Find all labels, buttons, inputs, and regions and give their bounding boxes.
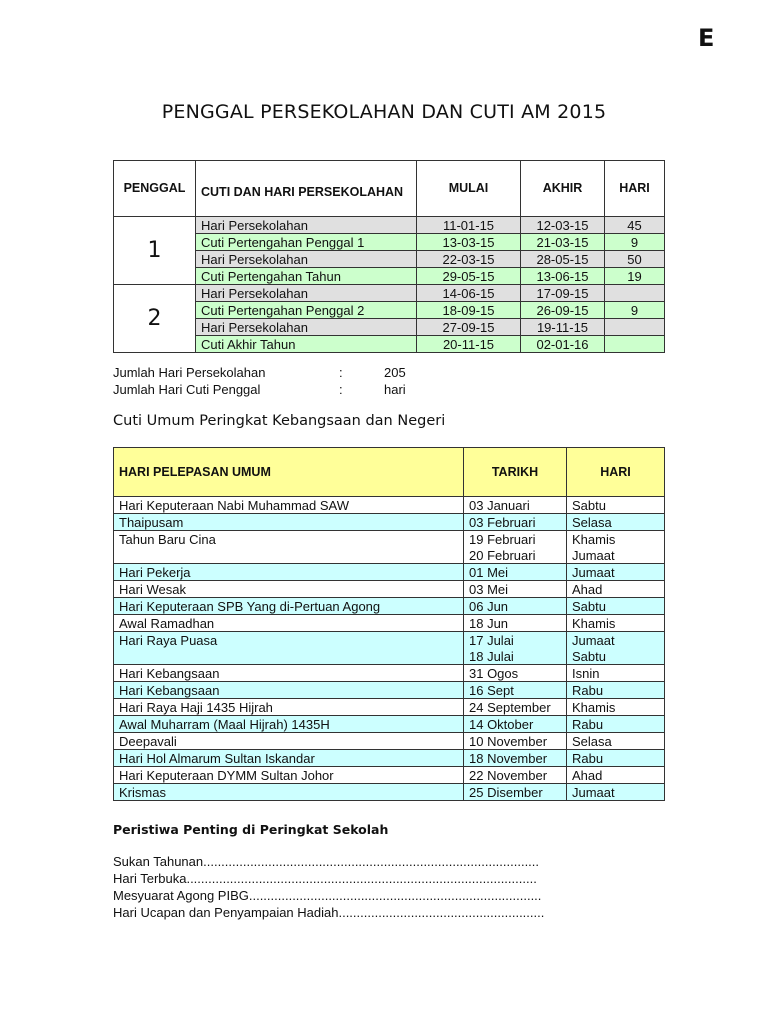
holiday-name: Hari Kebangsaan (114, 682, 464, 699)
term-label: 2 (114, 285, 196, 353)
holiday-name: Awal Muharram (Maal Hijrah) 1435H (114, 716, 464, 733)
row-days (605, 336, 665, 353)
summary-block (113, 364, 406, 398)
row-name: Hari Persekolahan (196, 285, 417, 302)
summary-label: Jumlah Hari Persekolahan (113, 365, 266, 380)
table-row (114, 285, 665, 302)
row-start: 13-03-15 (417, 234, 521, 251)
table-row (114, 564, 665, 581)
holiday-day: Sabtu (567, 598, 665, 615)
holiday-name: Deepavali (114, 733, 464, 750)
event-line: Hari Ucapan dan Penyampaian Hadiah......................................................... (113, 905, 545, 920)
table-row (114, 682, 665, 699)
table-row (114, 234, 665, 251)
row-name: Hari Persekolahan (196, 217, 417, 234)
holiday-day: Sabtu (567, 648, 665, 665)
holiday-date: 03 Januari (464, 497, 567, 514)
holiday-day: Ahad (567, 581, 665, 598)
event-line: Hari Terbuka................................................................................................. (113, 871, 537, 886)
holiday-name: Awal Ramadhan (114, 615, 464, 632)
holiday-day: Jumaat (567, 784, 665, 801)
table-row (114, 598, 665, 615)
summary-label: Jumlah Hari Cuti Penggal (113, 382, 261, 397)
table-row (114, 497, 665, 514)
holiday-day: Rabu (567, 750, 665, 767)
holiday-date: 25 Disember (464, 784, 567, 801)
row-end: 28-05-15 (521, 251, 605, 268)
holiday-day: Khamis (567, 531, 665, 548)
table-row (114, 268, 665, 285)
header-cuti-hari: CUTI DAN HARI PERSEKOLAHAN (196, 161, 417, 217)
holiday-day: Selasa (567, 733, 665, 750)
row-name: Cuti Pertengahan Tahun (196, 268, 417, 285)
holiday-date: 24 September (464, 699, 567, 716)
table-row (114, 750, 665, 767)
row-days: 9 (605, 234, 665, 251)
table-row (114, 665, 665, 682)
holiday-name: Hari Raya Haji 1435 Hijrah (114, 699, 464, 716)
holidays-heading: Cuti Umum Peringkat Kebangsaan dan Negeri (113, 413, 446, 429)
table-row (114, 581, 665, 598)
row-end: 26-09-15 (521, 302, 605, 319)
row-name: Hari Persekolahan (196, 251, 417, 268)
holiday-day: Khamis (567, 699, 665, 716)
row-days: 50 (605, 251, 665, 268)
row-name: Hari Persekolahan (196, 319, 417, 336)
summary-row (113, 381, 343, 398)
row-start: 27-09-15 (417, 319, 521, 336)
table-row (114, 302, 665, 319)
holiday-day: Khamis (567, 615, 665, 632)
header-hari: HARI (605, 161, 665, 217)
events-heading: Peristiwa Penting di Peringkat Sekolah (113, 822, 389, 837)
holiday-day: Jumaat (567, 564, 665, 581)
holiday-date: 01 Mei (464, 564, 567, 581)
term-table (113, 160, 665, 353)
holiday-date: 18 Julai (464, 648, 567, 665)
summary-colon: : (339, 365, 343, 380)
table-row (114, 767, 665, 784)
holiday-day: Jumaat (567, 632, 665, 649)
holiday-date: 17 Julai (464, 632, 567, 649)
holiday-date: 20 Februari (464, 547, 567, 564)
table-row (114, 733, 665, 750)
holiday-date: 10 November (464, 733, 567, 750)
holiday-day: Rabu (567, 682, 665, 699)
row-name: Cuti Pertengahan Penggal 1 (196, 234, 417, 251)
holiday-name: Tahun Baru Cina (114, 531, 464, 548)
holiday-day: Rabu (567, 716, 665, 733)
holiday-day: Isnin (567, 665, 665, 682)
table-row (114, 784, 665, 801)
holiday-date: 16 Sept (464, 682, 567, 699)
holiday-table-body (114, 497, 665, 801)
row-end: 21-03-15 (521, 234, 605, 251)
table-row (114, 716, 665, 733)
holiday-name (114, 648, 464, 665)
summary-colon: : (339, 382, 343, 397)
event-line: Mesyuarat Agong PIBG................................................................................. (113, 888, 542, 903)
holiday-name: Hari Wesak (114, 581, 464, 598)
holiday-day: Ahad (567, 767, 665, 784)
event-line: Sukan Tahunan............................................................................................. (113, 854, 540, 869)
table-row (114, 547, 665, 564)
row-days (605, 319, 665, 336)
holiday-name: Hari Keputeraan DYMM Sultan Johor (114, 767, 464, 784)
holiday-day: Selasa (567, 514, 665, 531)
header-penggal: PENGGAL (114, 161, 196, 217)
holiday-date: 18 Jun (464, 615, 567, 632)
table-row (114, 699, 665, 716)
header-day: HARI (567, 448, 665, 497)
row-end: 17-09-15 (521, 285, 605, 302)
header-holiday-name: HARI PELEPASAN UMUM (114, 448, 464, 497)
holiday-name: Thaipusam (114, 514, 464, 531)
holiday-date: 03 Mei (464, 581, 567, 598)
holiday-name: Hari Hol Almarum Sultan Iskandar (114, 750, 464, 767)
row-start: 11-01-15 (417, 217, 521, 234)
holiday-date: 06 Jun (464, 598, 567, 615)
row-end: 19-11-15 (521, 319, 605, 336)
events-list (113, 853, 544, 921)
row-end: 02-01-16 (521, 336, 605, 353)
row-start: 18-09-15 (417, 302, 521, 319)
holiday-date: 03 Februari (464, 514, 567, 531)
holiday-date: 31 Ogos (464, 665, 567, 682)
row-end: 12-03-15 (521, 217, 605, 234)
row-name: Cuti Pertengahan Penggal 2 (196, 302, 417, 319)
header-mulai: MULAI (417, 161, 521, 217)
summary-value: 205 hari (384, 365, 406, 397)
table-row (114, 319, 665, 336)
header-akhir: AKHIR (521, 161, 605, 217)
holiday-date: 22 November (464, 767, 567, 784)
page-title: PENGGAL PERSEKOLAHAN DAN CUTI AM 2015 (161, 101, 607, 123)
holiday-name: Krismas (114, 784, 464, 801)
table-row (114, 251, 665, 268)
holiday-name: Hari Raya Puasa (114, 632, 464, 649)
row-end: 13-06-15 (521, 268, 605, 285)
holiday-date: 18 November (464, 750, 567, 767)
holiday-name: Hari Keputeraan SPB Yang di-Pertuan Agong (114, 598, 464, 615)
holiday-day: Jumaat (567, 547, 665, 564)
holiday-name: Hari Kebangsaan (114, 665, 464, 682)
table-row (114, 615, 665, 632)
holiday-name (114, 547, 464, 564)
row-start: 29-05-15 (417, 268, 521, 285)
header-date: TARIKH (464, 448, 567, 497)
holiday-day: Sabtu (567, 497, 665, 514)
row-name: Cuti Akhir Tahun (196, 336, 417, 353)
table-row (114, 514, 665, 531)
table-row (114, 648, 665, 665)
row-start: 22-03-15 (417, 251, 521, 268)
table-row (114, 531, 665, 548)
term-table-header (114, 161, 665, 217)
term-label: 1 (114, 217, 196, 285)
holiday-name: Hari Keputeraan Nabi Muhammad SAW (114, 497, 464, 514)
row-days: 9 (605, 302, 665, 319)
holiday-date: 14 Oktober (464, 716, 567, 733)
holiday-date: 19 Februari (464, 531, 567, 548)
row-days: 45 (605, 217, 665, 234)
row-days: 19 (605, 268, 665, 285)
page-corner-label: E (698, 24, 715, 52)
table-row (114, 632, 665, 649)
holiday-table (113, 447, 665, 801)
holiday-table-header (114, 448, 665, 497)
table-row (114, 217, 665, 234)
row-start: 14-06-15 (417, 285, 521, 302)
row-start: 20-11-15 (417, 336, 521, 353)
row-days (605, 285, 665, 302)
table-row (114, 336, 665, 353)
holiday-name: Hari Pekerja (114, 564, 464, 581)
